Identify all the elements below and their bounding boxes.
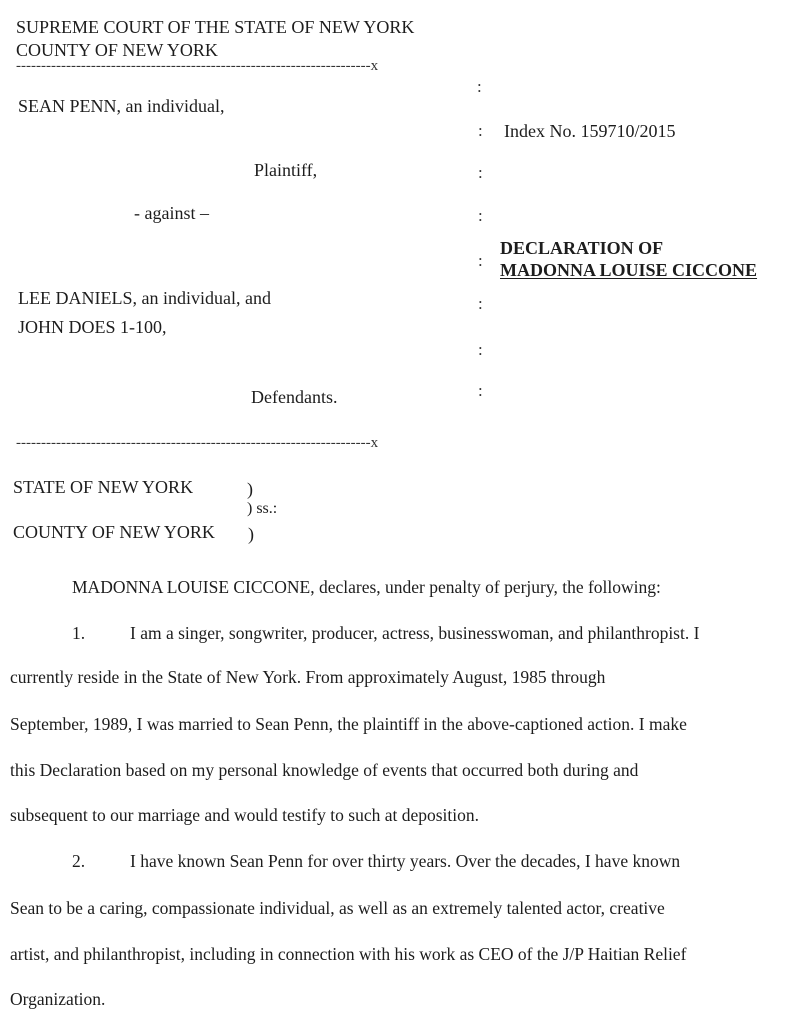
caption-colon: :	[478, 121, 483, 140]
plaintiff-name: SEAN PENN, an individual,	[18, 96, 225, 116]
defendant-line-2: JOHN DOES 1-100,	[18, 317, 167, 337]
paragraph-2-line: Organization.	[10, 989, 106, 1009]
defendants-label: Defendants.	[251, 387, 338, 407]
against-label: - against –	[134, 203, 209, 223]
venue-paren-close: )	[248, 524, 254, 544]
caption-rule-top: -----------------------------------------------------------------------x	[16, 58, 379, 74]
defendant-line-1: LEE DANIELS, an individual, and	[18, 288, 271, 308]
caption-colon: :	[478, 163, 483, 182]
caption-colon: :	[478, 294, 483, 313]
document-title-line-1: DECLARATION OF	[500, 238, 664, 258]
paragraph-2-line: artist, and philanthropist, including in connection with his work as CEO of the J/P Haitian Relief	[10, 944, 687, 964]
caption-colon: :	[478, 340, 483, 359]
paragraph-1-line: this Declaration based on my personal knowledge of events that occurred both during and	[10, 760, 639, 780]
venue-state: STATE OF NEW YORK	[13, 477, 194, 497]
caption-colon: :	[477, 77, 482, 96]
index-number: Index No. 159710/2015	[504, 121, 676, 141]
venue-county: COUNTY OF NEW YORK	[13, 522, 215, 542]
paragraph-1-line: currently reside in the State of New York. From approximately August, 1985 through	[10, 667, 606, 687]
paragraph-1-number: 1.	[72, 623, 86, 643]
caption-colon: :	[478, 381, 483, 400]
paragraph-2-line: Sean to be a caring, compassionate individual, as well as an extremely talented actor, creative	[10, 898, 665, 918]
court-county: COUNTY OF NEW YORK	[16, 40, 218, 60]
caption-colon: :	[478, 206, 483, 225]
caption-colon: :	[478, 251, 483, 270]
intro-line: MADONNA LOUISE CICCONE, declares, under penalty of perjury, the following:	[72, 577, 661, 597]
paragraph-1-line: I am a singer, songwriter, producer, actress, businesswoman, and philanthropist. I	[130, 623, 700, 643]
paragraph-2-number: 2.	[72, 851, 86, 871]
paragraph-1-line: subsequent to our marriage and would testify to such at deposition.	[10, 805, 480, 825]
paragraph-2-line: I have known Sean Penn for over thirty years. Over the decades, I have known	[130, 851, 681, 871]
venue-ss: ) ss.:	[247, 500, 278, 517]
venue-paren-open: )	[247, 479, 253, 499]
caption-rule-bottom: -----------------------------------------------------------------------x	[16, 435, 379, 451]
court-name: SUPREME COURT OF THE STATE OF NEW YORK	[16, 17, 415, 37]
document-title-line-2: MADONNA LOUISE CICCONE	[500, 260, 758, 280]
plaintiff-label: Plaintiff,	[254, 160, 318, 180]
paragraph-1-line: September, 1989, I was married to Sean Penn, the plaintiff in the above-captioned action. I make	[10, 714, 687, 734]
